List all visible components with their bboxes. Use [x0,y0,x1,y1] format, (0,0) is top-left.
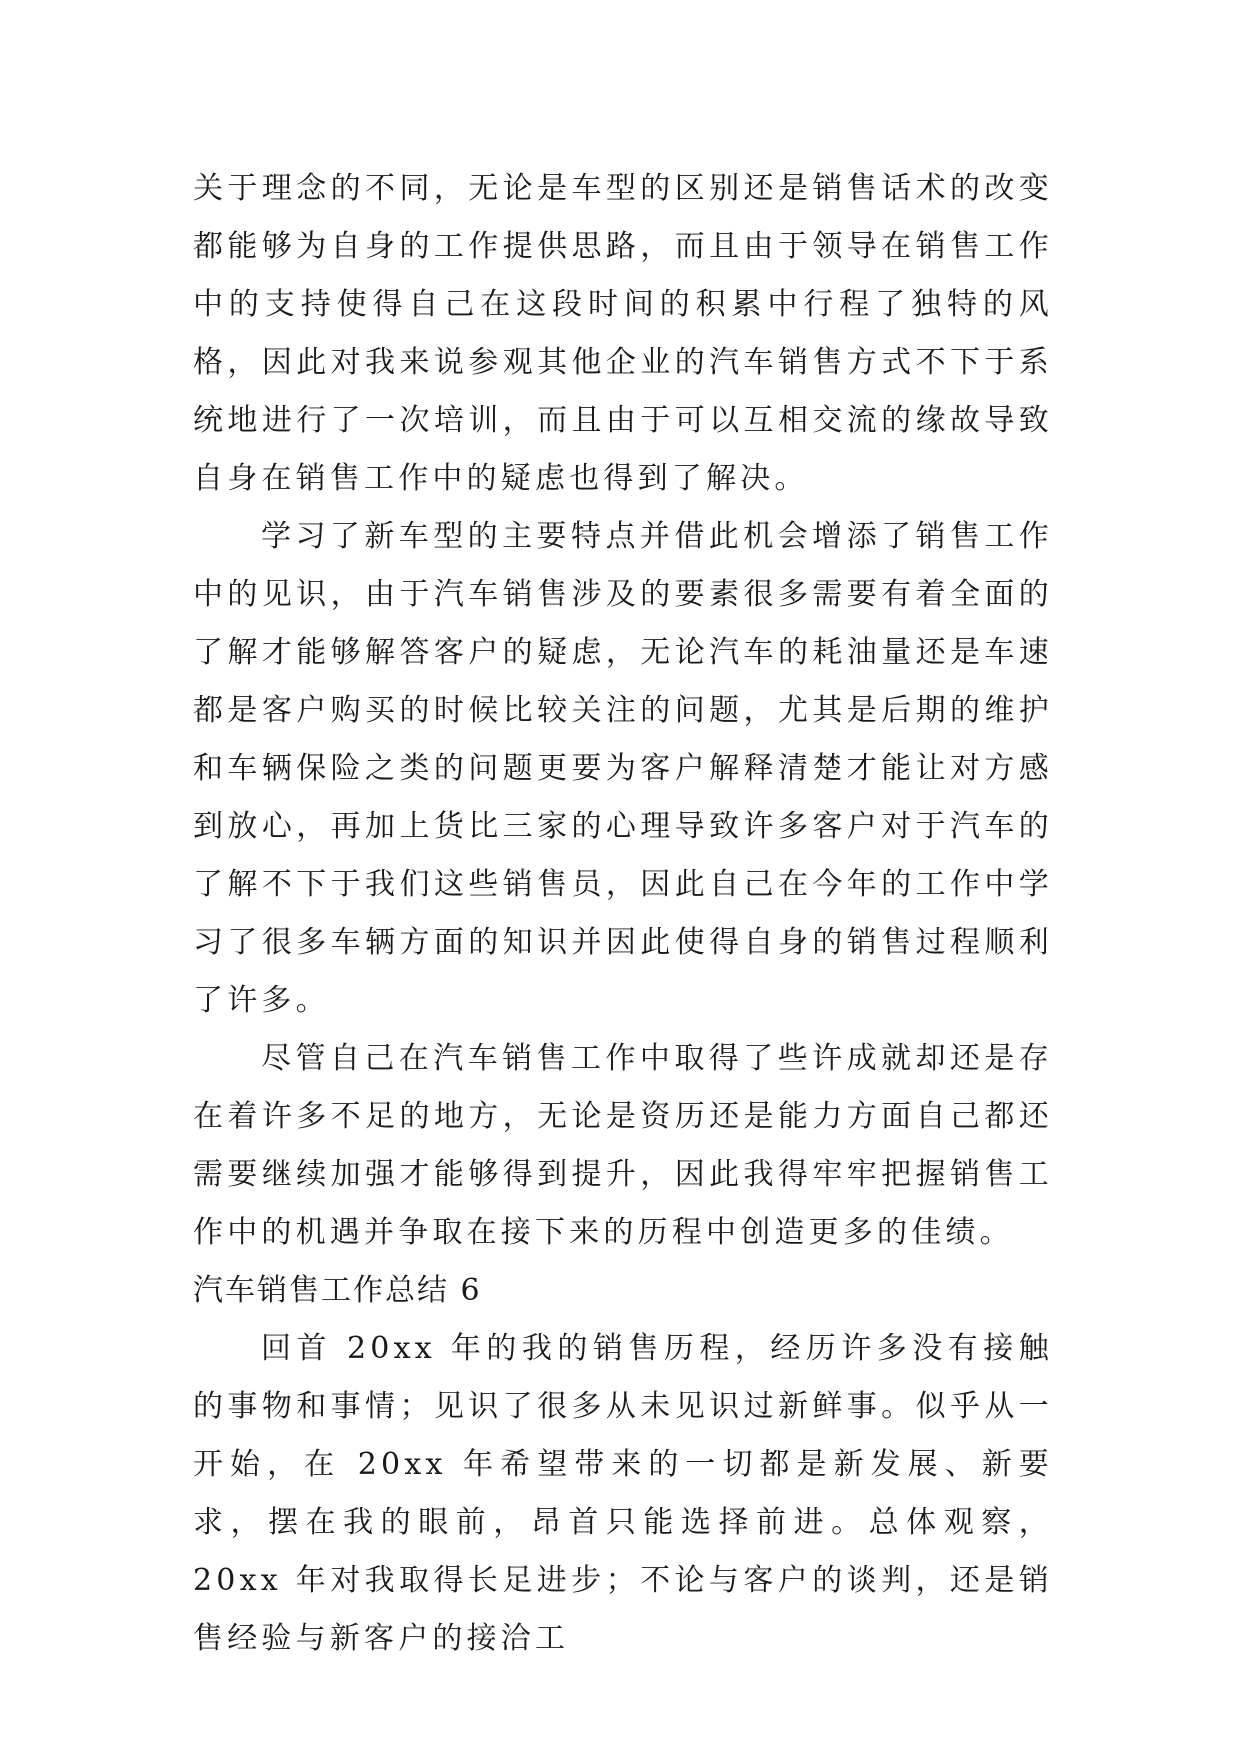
section-heading: 汽车销售工作总结 6 [193,1273,482,1308]
paragraph-1: 关于理念的不同，无论是车型的区别还是销售话术的改变都能够为自身的工作提供思路，而且由于领导在销售工作中的支持使得自己在这段时间的积累中行程了独特的风格，因此对我来说参观其他企业的汽车销售方式不下于系统地进行了一次培训，而且由于可以互相交流的缘故导致自身在销售工作中的疑虑也得到了解决。 [193,171,1053,496]
paragraph-2: 学习了新车型的主要特点并借此机会增添了销售工作中的见识，由于汽车销售涉及的要素很多需要有着全面的了解才能够解答客户的疑虑，无论汽车的耗油量还是车速都是客户购买的时候比较关注的问题，尤其是后期的维护和车辆保险之类的问题更要为客户解释清楚才能让对方感到放心，再加上货比三家的心理导致许多客户对于汽车的了解不下于我们这些销售员，因此自己在今年的工作中学习了很多车辆方面的知识并因此使得自身的销售过程顺利了许多。 [193,519,1053,1018]
paragraph-4: 回首 20xx 年的我的销售历程，经历许多没有接触的事物和事情；见识了很多从未见识过新鲜事。似乎从一开始，在 20xx 年希望带来的一切都是新发展、新要求，摆在我的眼前，昂首只能选择前进。总体观察，20xx 年对我取得长足进步；不论与客户的谈判，还是销售经验与新客户的接洽工 [193,1331,1053,1656]
paragraph-3: 尽管自己在汽车销售工作中取得了些许成就却还是存在着许多不足的地方，无论是资历还是能力方面自己都还需要继续加强才能够得到提升，因此我得牢牢把握销售工作中的机遇并争取在接下来的历程中创造更多的佳绩。 [193,1041,1053,1250]
document-body [193,160,1053,1668]
